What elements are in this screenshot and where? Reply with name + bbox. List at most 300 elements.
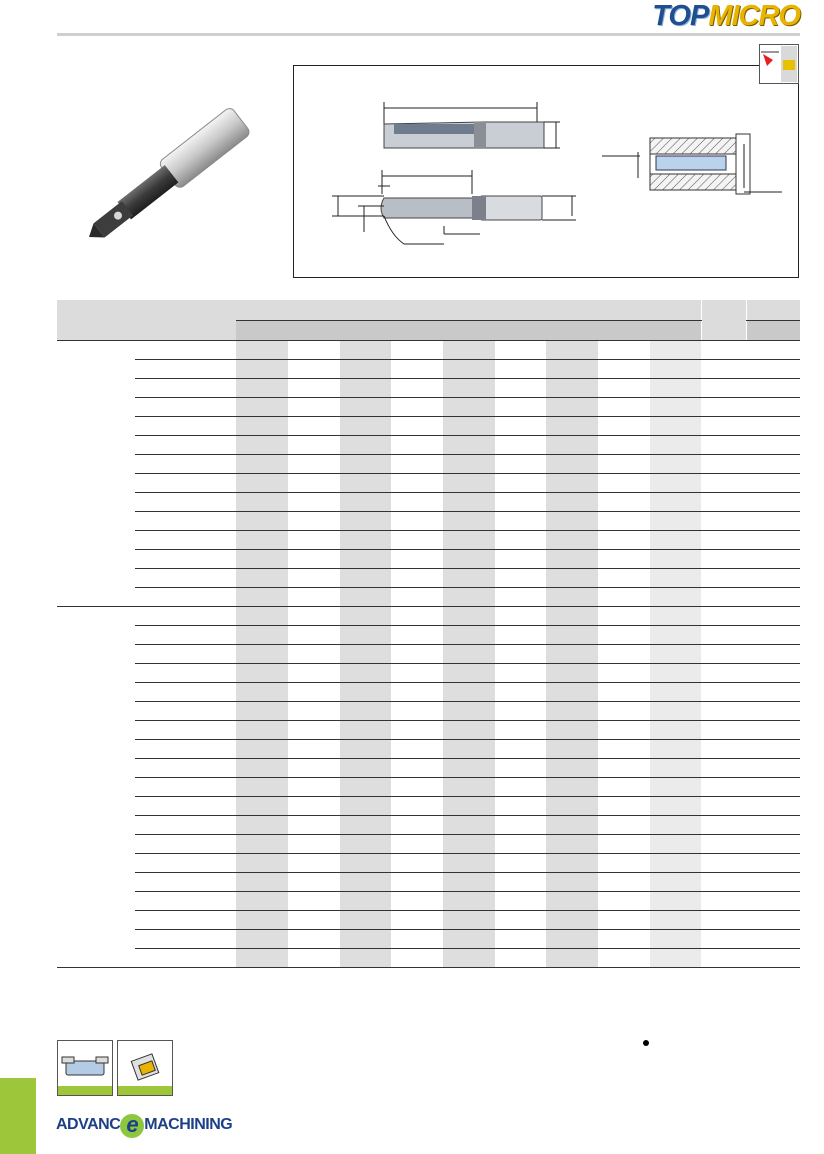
group-cell xyxy=(57,948,135,967)
data-cell xyxy=(340,435,391,454)
data-cell xyxy=(443,416,495,435)
extra-cell xyxy=(701,663,746,682)
advance-machining-brand xyxy=(56,1114,232,1138)
header-cell-extra-1 xyxy=(701,300,746,340)
designation-cell xyxy=(135,701,236,720)
table-row xyxy=(57,796,800,815)
group-cell xyxy=(57,473,135,492)
data-cell xyxy=(443,397,495,416)
designation-cell xyxy=(135,891,236,910)
designation-cell xyxy=(135,606,236,625)
designation-cell xyxy=(135,910,236,929)
extra-cell xyxy=(746,492,800,511)
data-cell xyxy=(443,359,495,378)
data-cell xyxy=(288,435,340,454)
table-row xyxy=(57,492,800,511)
data-cell xyxy=(650,834,701,853)
data-cell xyxy=(650,796,701,815)
insert-pack-icon-drawing xyxy=(118,1041,172,1087)
extra-cell xyxy=(701,739,746,758)
data-cell xyxy=(288,739,340,758)
data-cell xyxy=(443,758,495,777)
data-cell xyxy=(236,587,288,606)
table-row xyxy=(57,758,800,777)
table-row xyxy=(57,682,800,701)
extra-cell xyxy=(701,359,746,378)
data-cell xyxy=(443,378,495,397)
extra-cell xyxy=(746,644,800,663)
data-cell xyxy=(443,492,495,511)
data-cell xyxy=(495,454,546,473)
data-cell xyxy=(495,815,546,834)
data-cell xyxy=(546,796,598,815)
data-cell xyxy=(340,663,391,682)
data-cell xyxy=(495,682,546,701)
data-cell xyxy=(340,929,391,948)
data-cell xyxy=(546,530,598,549)
data-cell xyxy=(443,910,495,929)
data-cell xyxy=(443,587,495,606)
extra-cell xyxy=(701,606,746,625)
data-cell xyxy=(391,625,443,644)
data-cell xyxy=(288,625,340,644)
data-cell xyxy=(650,663,701,682)
data-cell xyxy=(443,891,495,910)
data-cell xyxy=(340,454,391,473)
data-cell xyxy=(495,397,546,416)
data-cell xyxy=(443,644,495,663)
data-cell xyxy=(495,549,546,568)
brand-e-circle: e xyxy=(120,1114,144,1138)
group-cell xyxy=(57,910,135,929)
data-cell xyxy=(443,663,495,682)
group-cell xyxy=(57,416,135,435)
data-cell xyxy=(340,758,391,777)
data-cell xyxy=(495,416,546,435)
extra-cell xyxy=(746,625,800,644)
data-cell xyxy=(236,796,288,815)
data-cell xyxy=(495,758,546,777)
data-cell xyxy=(391,587,443,606)
data-cell xyxy=(650,948,701,967)
extra-cell xyxy=(746,378,800,397)
data-cell xyxy=(340,397,391,416)
data-cell xyxy=(546,853,598,872)
extra-cell xyxy=(701,397,746,416)
extra-cell xyxy=(701,378,746,397)
data-cell xyxy=(546,378,598,397)
extra-cell xyxy=(701,910,746,929)
data-cell xyxy=(650,340,701,359)
data-cell xyxy=(391,644,443,663)
extra-cell xyxy=(746,606,800,625)
designation-cell xyxy=(135,929,236,948)
data-cell xyxy=(236,511,288,530)
dimension-drawing xyxy=(294,66,798,277)
data-cell xyxy=(650,359,701,378)
table-row xyxy=(57,929,800,948)
data-cell xyxy=(546,739,598,758)
data-cell xyxy=(546,910,598,929)
data-cell xyxy=(598,891,650,910)
table-row xyxy=(57,568,800,587)
group-cell xyxy=(57,378,135,397)
spec-table xyxy=(57,300,800,968)
table-row xyxy=(57,511,800,530)
data-cell xyxy=(443,568,495,587)
data-cell xyxy=(288,473,340,492)
data-cell xyxy=(340,872,391,891)
table-row xyxy=(57,454,800,473)
data-cell xyxy=(236,758,288,777)
data-cell xyxy=(288,815,340,834)
data-cell xyxy=(546,492,598,511)
header-cell-designation xyxy=(57,300,236,340)
data-cell xyxy=(598,549,650,568)
data-cell xyxy=(340,891,391,910)
data-cell xyxy=(495,587,546,606)
data-cell xyxy=(288,777,340,796)
data-cell xyxy=(495,435,546,454)
table-row xyxy=(57,891,800,910)
data-cell xyxy=(288,378,340,397)
designation-cell xyxy=(135,473,236,492)
top-micro-logo xyxy=(652,0,800,30)
data-cell xyxy=(598,625,650,644)
extra-cell xyxy=(701,853,746,872)
data-cell xyxy=(495,340,546,359)
data-cell xyxy=(340,359,391,378)
extra-cell xyxy=(746,948,800,967)
data-cell xyxy=(236,701,288,720)
chapter-side-tab xyxy=(0,1078,36,1154)
data-cell xyxy=(650,549,701,568)
holder-icon-drawing xyxy=(58,1041,112,1087)
data-cell xyxy=(598,340,650,359)
group-cell xyxy=(57,853,135,872)
data-cell xyxy=(650,397,701,416)
group-cell xyxy=(57,834,135,853)
data-cell xyxy=(288,872,340,891)
data-cell xyxy=(495,739,546,758)
data-cell xyxy=(236,910,288,929)
designation-cell xyxy=(135,682,236,701)
data-cell xyxy=(443,872,495,891)
data-cell xyxy=(288,454,340,473)
data-cell xyxy=(650,929,701,948)
data-cell xyxy=(340,739,391,758)
group-cell xyxy=(57,929,135,948)
table-row xyxy=(57,359,800,378)
data-cell xyxy=(546,587,598,606)
table-row xyxy=(57,530,800,549)
extra-cell xyxy=(746,549,800,568)
data-cell xyxy=(288,929,340,948)
data-cell xyxy=(340,682,391,701)
data-cell xyxy=(650,758,701,777)
group-cell xyxy=(57,511,135,530)
extra-cell xyxy=(746,473,800,492)
extra-cell xyxy=(746,815,800,834)
group-cell xyxy=(57,435,135,454)
data-cell xyxy=(443,511,495,530)
group-cell xyxy=(57,891,135,910)
designation-cell xyxy=(135,872,236,891)
designation-cell xyxy=(135,340,236,359)
data-cell xyxy=(598,872,650,891)
data-cell xyxy=(598,587,650,606)
extra-cell xyxy=(701,815,746,834)
data-cell xyxy=(443,815,495,834)
data-cell xyxy=(288,549,340,568)
data-cell xyxy=(391,872,443,891)
data-cell xyxy=(546,948,598,967)
data-cell xyxy=(443,929,495,948)
designation-cell xyxy=(135,739,236,758)
designation-cell xyxy=(135,359,236,378)
extra-cell xyxy=(746,872,800,891)
data-cell xyxy=(598,910,650,929)
extra-cell xyxy=(746,435,800,454)
table-row xyxy=(57,378,800,397)
table-row xyxy=(57,815,800,834)
table-row xyxy=(57,834,800,853)
data-cell xyxy=(495,511,546,530)
spec-grid xyxy=(57,300,800,968)
data-cell xyxy=(495,929,546,948)
data-cell xyxy=(546,397,598,416)
data-cell xyxy=(495,910,546,929)
data-cell xyxy=(650,644,701,663)
data-cell xyxy=(391,682,443,701)
data-cell xyxy=(236,872,288,891)
data-cell xyxy=(495,834,546,853)
designation-cell xyxy=(135,397,236,416)
brand-text-1: ADVANC xyxy=(56,1116,121,1133)
data-cell xyxy=(546,872,598,891)
data-cell xyxy=(546,435,598,454)
table-row xyxy=(57,606,800,625)
data-cell xyxy=(391,663,443,682)
internal-turning-icon xyxy=(759,44,799,84)
data-cell xyxy=(546,758,598,777)
data-cell xyxy=(495,359,546,378)
data-cell xyxy=(236,606,288,625)
data-cell xyxy=(650,777,701,796)
group-cell xyxy=(57,796,135,815)
extra-cell xyxy=(746,359,800,378)
data-cell xyxy=(391,511,443,530)
table-row xyxy=(57,720,800,739)
designation-cell xyxy=(135,625,236,644)
extra-cell xyxy=(701,948,746,967)
data-cell xyxy=(546,834,598,853)
data-cell xyxy=(546,777,598,796)
table-row xyxy=(57,340,800,359)
data-cell xyxy=(236,416,288,435)
data-cell xyxy=(598,739,650,758)
data-cell xyxy=(236,929,288,948)
extra-cell xyxy=(701,777,746,796)
data-cell xyxy=(391,720,443,739)
data-cell xyxy=(495,644,546,663)
extra-cell xyxy=(746,796,800,815)
data-cell xyxy=(495,853,546,872)
extra-cell xyxy=(746,663,800,682)
designation-cell xyxy=(135,853,236,872)
extra-cell xyxy=(746,720,800,739)
extra-cell xyxy=(746,701,800,720)
extra-cell xyxy=(701,587,746,606)
logo-text-micro: MICRO xyxy=(708,0,800,32)
data-cell xyxy=(495,796,546,815)
data-cell xyxy=(391,758,443,777)
data-cell xyxy=(236,644,288,663)
data-cell xyxy=(650,682,701,701)
data-cell xyxy=(598,435,650,454)
extra-cell xyxy=(701,416,746,435)
data-cell xyxy=(391,397,443,416)
data-cell xyxy=(391,530,443,549)
group-cell xyxy=(57,720,135,739)
header-cell-dimensions xyxy=(236,300,701,320)
data-cell xyxy=(546,891,598,910)
extra-cell xyxy=(746,834,800,853)
data-cell xyxy=(236,948,288,967)
data-cell xyxy=(650,815,701,834)
data-cell xyxy=(288,416,340,435)
data-cell xyxy=(598,758,650,777)
data-cell xyxy=(340,587,391,606)
data-cell xyxy=(288,663,340,682)
data-cell xyxy=(598,473,650,492)
extra-cell xyxy=(746,568,800,587)
extra-cell xyxy=(701,625,746,644)
group-cell xyxy=(57,454,135,473)
data-cell xyxy=(340,853,391,872)
data-cell xyxy=(443,340,495,359)
extra-cell xyxy=(746,739,800,758)
data-cell xyxy=(546,568,598,587)
data-cell xyxy=(495,948,546,967)
data-cell xyxy=(598,777,650,796)
holder-icon-strip xyxy=(58,1086,112,1095)
extra-cell xyxy=(701,891,746,910)
data-cell xyxy=(391,929,443,948)
extra-cell xyxy=(746,511,800,530)
data-cell xyxy=(443,777,495,796)
data-cell xyxy=(288,701,340,720)
data-cell xyxy=(391,910,443,929)
extra-cell xyxy=(746,910,800,929)
extra-cell xyxy=(701,644,746,663)
table-row xyxy=(57,549,800,568)
data-cell xyxy=(598,815,650,834)
designation-cell xyxy=(135,948,236,967)
data-cell xyxy=(288,587,340,606)
extra-cell xyxy=(701,340,746,359)
data-cell xyxy=(650,891,701,910)
data-cell xyxy=(391,549,443,568)
data-cell xyxy=(546,549,598,568)
data-cell xyxy=(340,530,391,549)
group-cell xyxy=(57,549,135,568)
extra-cell xyxy=(701,492,746,511)
data-cell xyxy=(598,359,650,378)
extra-cell xyxy=(701,701,746,720)
data-cell xyxy=(495,625,546,644)
table-row xyxy=(57,739,800,758)
data-cell xyxy=(391,568,443,587)
extra-cell xyxy=(701,473,746,492)
table-row xyxy=(57,853,800,872)
group-cell xyxy=(57,530,135,549)
data-cell xyxy=(340,473,391,492)
group-cell xyxy=(57,397,135,416)
data-cell xyxy=(546,511,598,530)
designation-cell xyxy=(135,777,236,796)
data-cell xyxy=(391,853,443,872)
extra-cell xyxy=(746,853,800,872)
designation-cell xyxy=(135,758,236,777)
data-cell xyxy=(598,853,650,872)
data-cell xyxy=(288,796,340,815)
data-cell xyxy=(495,872,546,891)
group-cell xyxy=(57,682,135,701)
data-cell xyxy=(443,948,495,967)
data-cell xyxy=(650,872,701,891)
data-cell xyxy=(340,910,391,929)
designation-cell xyxy=(135,720,236,739)
data-cell xyxy=(236,720,288,739)
data-cell xyxy=(236,549,288,568)
data-cell xyxy=(340,796,391,815)
data-cell xyxy=(340,625,391,644)
data-cell xyxy=(598,530,650,549)
extra-cell xyxy=(701,530,746,549)
data-cell xyxy=(443,796,495,815)
header-cell-extra-2 xyxy=(746,300,800,320)
insert-pack-icon xyxy=(117,1040,173,1096)
designation-cell xyxy=(135,587,236,606)
group-cell xyxy=(57,625,135,644)
data-cell xyxy=(650,454,701,473)
data-cell xyxy=(288,530,340,549)
data-cell xyxy=(598,948,650,967)
data-cell xyxy=(288,853,340,872)
insert-pack-icon-strip xyxy=(118,1086,172,1095)
table-row xyxy=(57,701,800,720)
data-cell xyxy=(288,397,340,416)
data-cell xyxy=(546,663,598,682)
designation-cell xyxy=(135,549,236,568)
group-cell xyxy=(57,815,135,834)
data-cell xyxy=(391,739,443,758)
extra-cell xyxy=(701,568,746,587)
holder-icon xyxy=(57,1040,113,1096)
extra-cell xyxy=(701,511,746,530)
data-cell xyxy=(340,492,391,511)
data-cell xyxy=(288,834,340,853)
logo-text-top: TOP xyxy=(652,0,709,32)
data-cell xyxy=(236,492,288,511)
table-row xyxy=(57,416,800,435)
data-cell xyxy=(650,701,701,720)
extra-cell xyxy=(746,397,800,416)
data-cell xyxy=(443,701,495,720)
group-cell xyxy=(57,758,135,777)
extra-cell xyxy=(701,758,746,777)
